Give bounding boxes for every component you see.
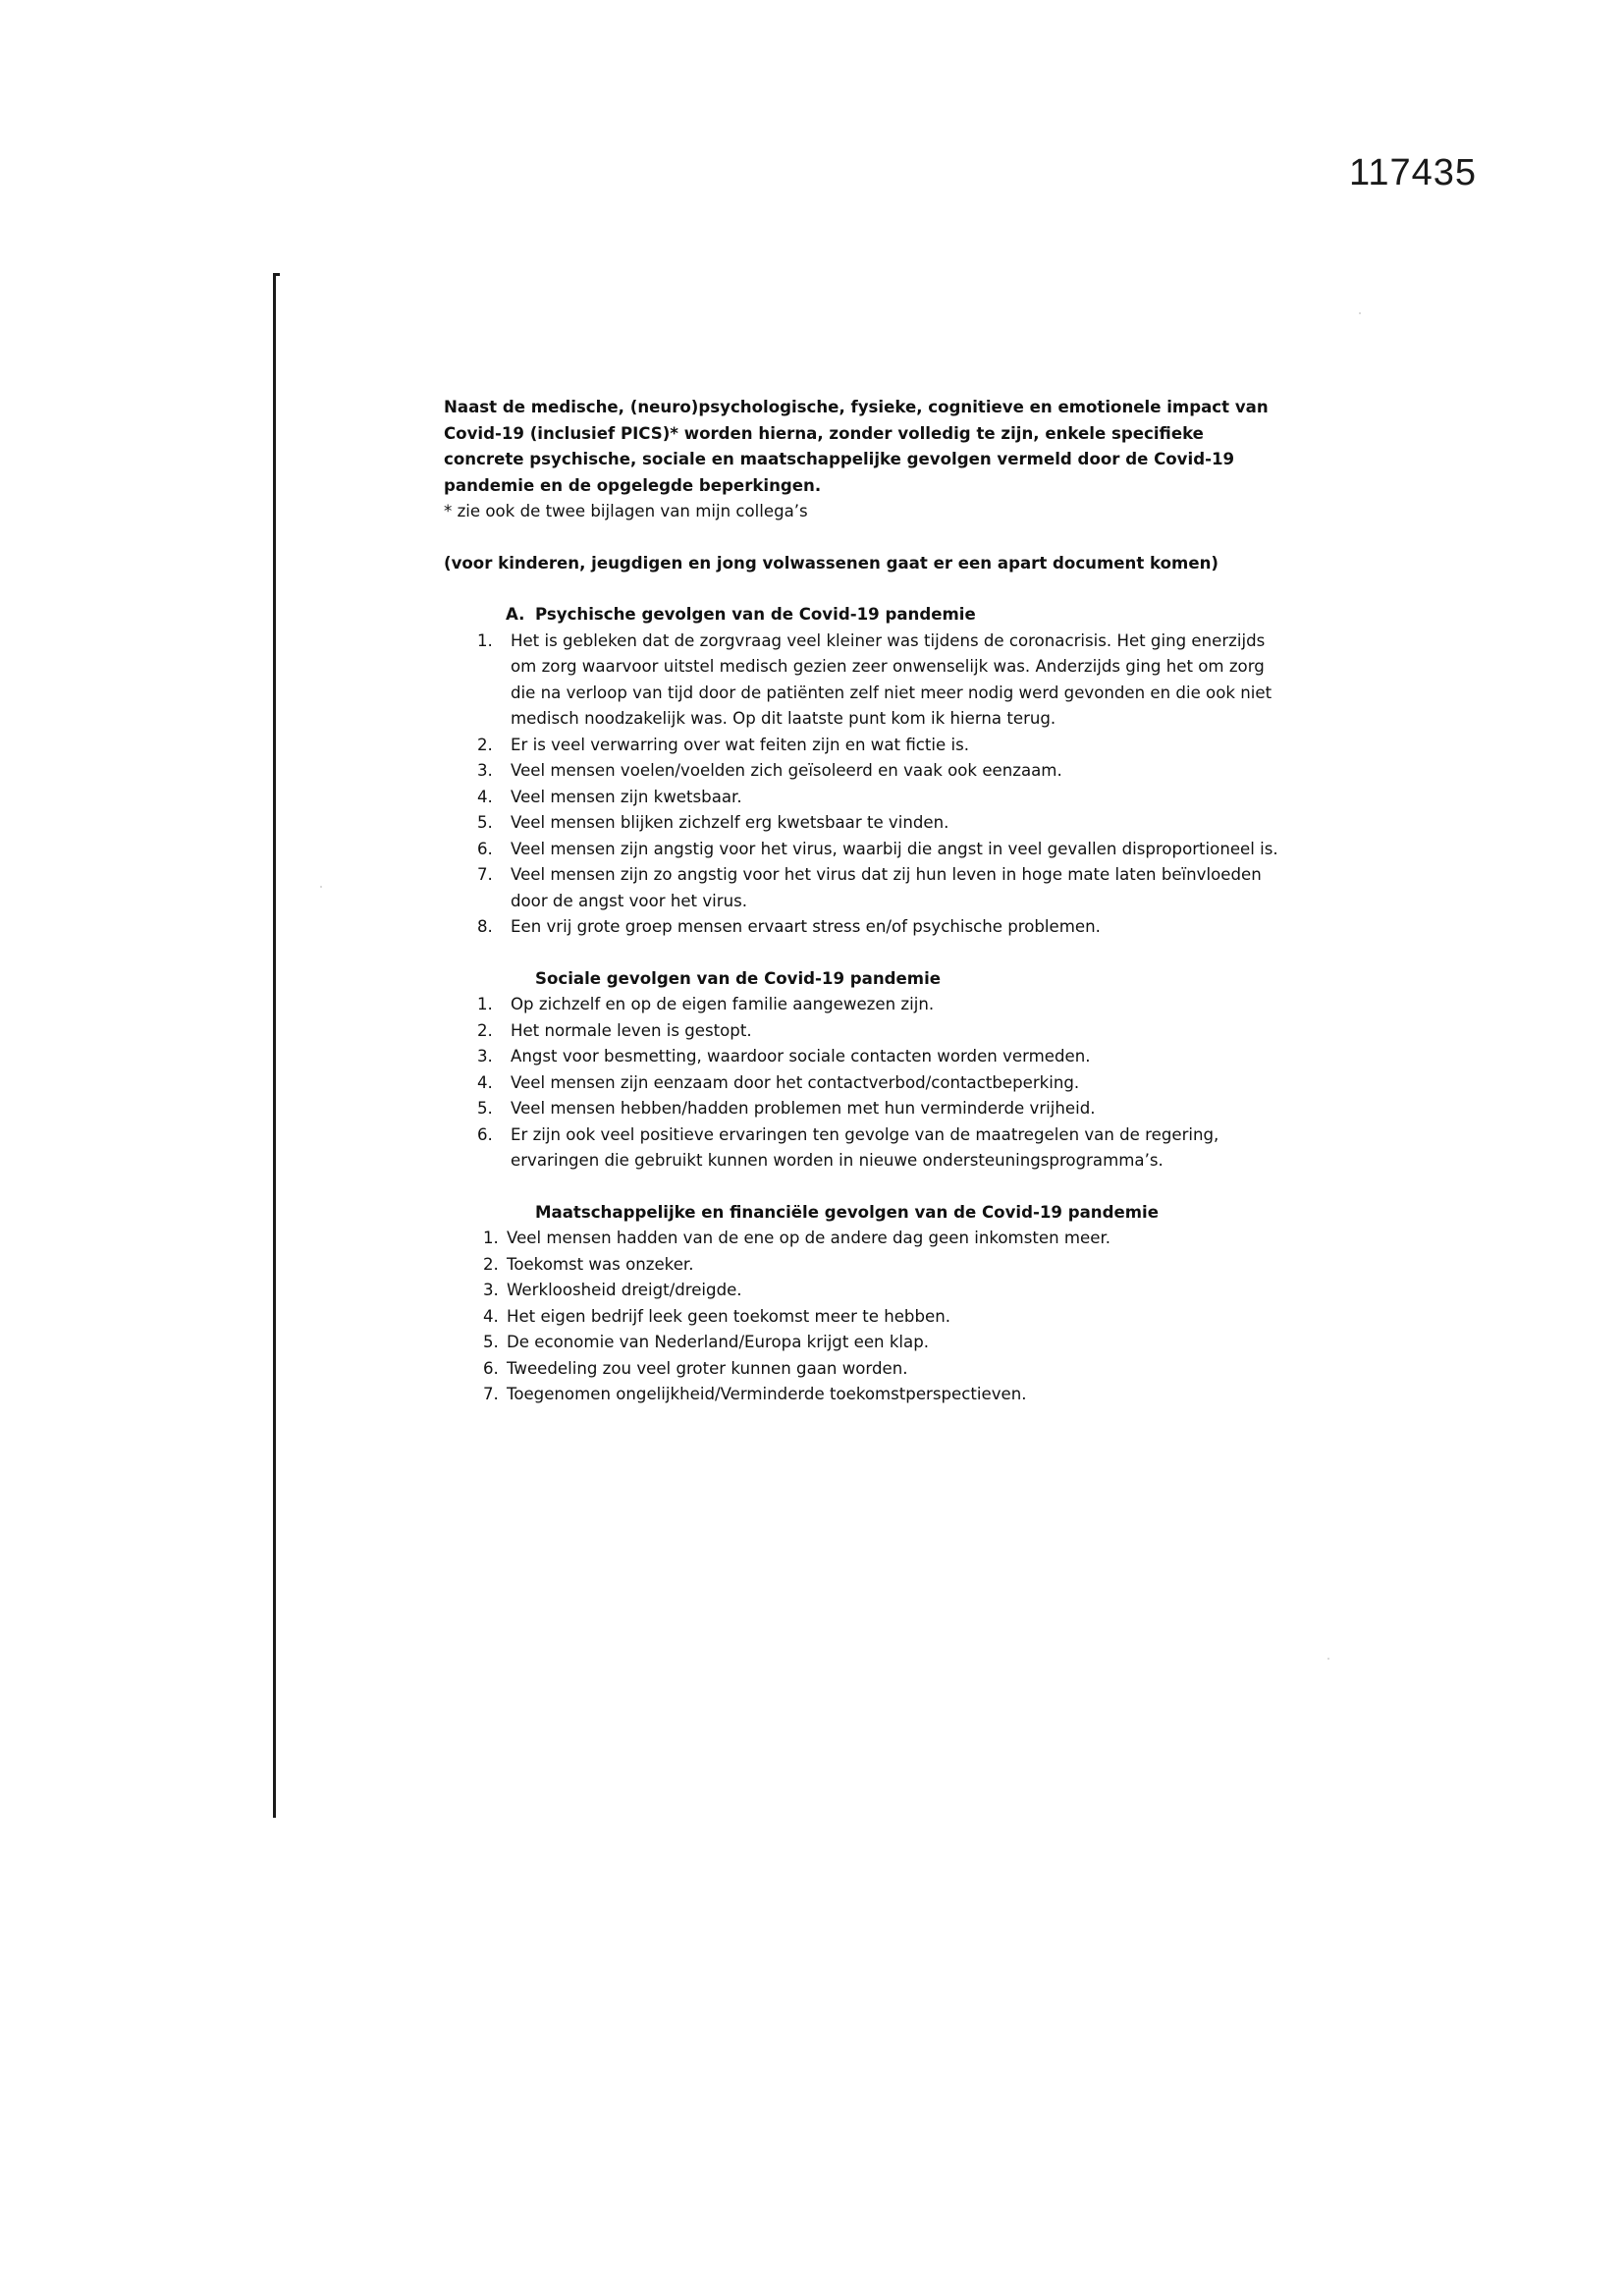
section-heading [506, 602, 1288, 629]
item-text: Een vrij grote groep mensen ervaart stress en/of psychische problemen. [511, 917, 1101, 936]
item-number: 7. [483, 1385, 499, 1403]
item-text: Toekomst was onzeker. [507, 1254, 694, 1274]
section-title: Sociale gevolgen van de Covid-19 pandemie [535, 968, 942, 988]
section-financial [444, 1200, 1288, 1408]
list-item [444, 810, 1288, 837]
intro-paragraph: Naast de medische, (neuro)psychologische, fysieke, cognitieve en emotionele impact van Covid-19 (inclusief PICS)* worden hierna, zonder volledig te zijn, enkele specifieke concrete psychische, sociale en maatschappelijke gevolgen vermeld door de Covid-19 pandemie en de opgelegde beperkingen. [444, 398, 1269, 495]
item-text: Veel mensen hadden van de ene op de andere dag geen inkomsten meer. [507, 1229, 1111, 1247]
item-number: 4. [477, 787, 493, 806]
item-number: 5. [483, 1333, 499, 1351]
item-number: 4. [477, 1072, 493, 1092]
item-text: Veel mensen voelen/voelden zich geïsoleerd en vaak ook eenzaam. [511, 761, 1062, 780]
section-social [444, 966, 1288, 1175]
scan-speck [320, 886, 322, 888]
item-number: 4. [483, 1306, 499, 1326]
document-number: 117435 [1349, 152, 1477, 193]
list-item [444, 1278, 1288, 1304]
list-item [444, 862, 1288, 914]
list-item [444, 837, 1288, 863]
item-text: Tweedeling zou veel groter kunnen gaan worden. [507, 1358, 908, 1378]
list-item [444, 785, 1288, 811]
item-list [444, 629, 1288, 941]
list-item [444, 1304, 1288, 1331]
item-text: Het normale leven is gestopt. [511, 1020, 752, 1040]
item-text: Veel mensen zijn kwetsbaar. [511, 787, 742, 806]
item-number: 8. [477, 917, 493, 936]
footnote: * zie ook de twee bijlagen van mijn collega’s [444, 502, 808, 520]
section-psychological [444, 602, 1288, 941]
list-item [444, 914, 1288, 941]
item-text: Veel mensen zijn angstig voor het virus, waarbij die angst in veel gevallen disproportioneel is. [511, 839, 1278, 858]
list-item [444, 1070, 1288, 1097]
item-number: 6. [483, 1358, 499, 1378]
item-text: Veel mensen zijn eenzaam door het contactverbod/contactbeperking. [511, 1072, 1080, 1092]
section-heading [506, 966, 1288, 993]
item-text: Het is gebleken dat de zorgvraag veel kleiner was tijdens de coronacrisis. Het ging enerzijds om zorg waarvoor uitstel medisch gezien zeer onwenselijk was. Anderzijds ging het om zorg die na verloop van tijd door de patiënten zelf niet meer nodig werd gevonden en die ook niet medisch noodzakelijk was. Op dit laatste punt kom ik hierna terug. [511, 630, 1272, 728]
item-list [444, 992, 1288, 1175]
list-item [444, 1356, 1288, 1383]
section-title: Maatschappelijke en financiële gevolgen van de Covid-19 pandemie [535, 1202, 1159, 1222]
item-text: Veel mensen blijken zichzelf erg kwetsbaar te vinden. [511, 813, 949, 832]
list-item [444, 1044, 1288, 1070]
list-item [444, 1122, 1288, 1175]
list-item [444, 1330, 1288, 1356]
item-text: Angst voor besmetting, waardoor sociale contacten worden vermeden. [511, 1047, 1091, 1066]
item-number: 3. [477, 1047, 493, 1066]
list-item [444, 1382, 1288, 1408]
list-item [444, 733, 1288, 759]
section-title: Psychische gevolgen van de Covid-19 pandemie [535, 605, 976, 624]
scan-margin-line [273, 273, 276, 1818]
item-number: 1. [477, 995, 493, 1013]
item-number: 6. [477, 1124, 493, 1144]
list-item [444, 1096, 1288, 1122]
scan-speck [1359, 312, 1361, 314]
item-text: Het eigen bedrijf leek geen toekomst meer te hebben. [507, 1306, 951, 1326]
item-text: Veel mensen zijn zo angstig voor het virus dat zij hun leven in hoge mate laten beïnvloeden door de angst voor het virus. [511, 865, 1262, 910]
item-number: 7. [477, 865, 493, 884]
item-text: Op zichzelf en op de eigen familie aangewezen zijn. [511, 995, 935, 1013]
item-number: 2. [477, 1020, 493, 1040]
item-number: 3. [477, 761, 493, 780]
item-number: 2. [477, 735, 493, 754]
item-list [444, 1226, 1288, 1408]
list-item [444, 629, 1288, 733]
scan-speck [1327, 1658, 1329, 1660]
item-number: 1. [477, 630, 493, 650]
item-text: Werkloosheid dreigt/dreigde. [507, 1281, 742, 1299]
note-paragraph: (voor kinderen, jeugdigen en jong volwassenen gaat er een apart document komen) [444, 553, 1218, 573]
list-item [444, 1018, 1288, 1045]
item-text: Er zijn ook veel positieve ervaringen ten gevolge van de maatregelen van de regering, ervaringen die gebruikt kunnen worden in nieuwe ondersteuningsprogramma’s. [511, 1124, 1219, 1170]
section-heading [506, 1200, 1288, 1227]
list-item [444, 992, 1288, 1018]
item-number: 2. [483, 1254, 499, 1274]
item-number: 6. [477, 839, 493, 858]
item-number: 3. [483, 1281, 499, 1299]
list-item [444, 758, 1288, 785]
item-text: Er is veel verwarring over wat feiten zijn en wat fictie is. [511, 735, 970, 754]
item-text: Veel mensen hebben/hadden problemen met hun verminderde vrijheid. [511, 1099, 1096, 1118]
item-text: Toegenomen ongelijkheid/Verminderde toekomstperspectieven. [507, 1385, 1027, 1403]
item-text: De economie van Nederland/Europa krijgt een klap. [507, 1333, 930, 1351]
item-number: 1. [483, 1229, 499, 1247]
scan-margin-corner [273, 273, 280, 276]
document-body [444, 395, 1288, 1434]
list-item [444, 1226, 1288, 1252]
list-item [444, 1252, 1288, 1279]
section-letter: A. [506, 605, 525, 624]
item-number: 5. [477, 813, 493, 832]
item-number: 5. [477, 1099, 493, 1118]
